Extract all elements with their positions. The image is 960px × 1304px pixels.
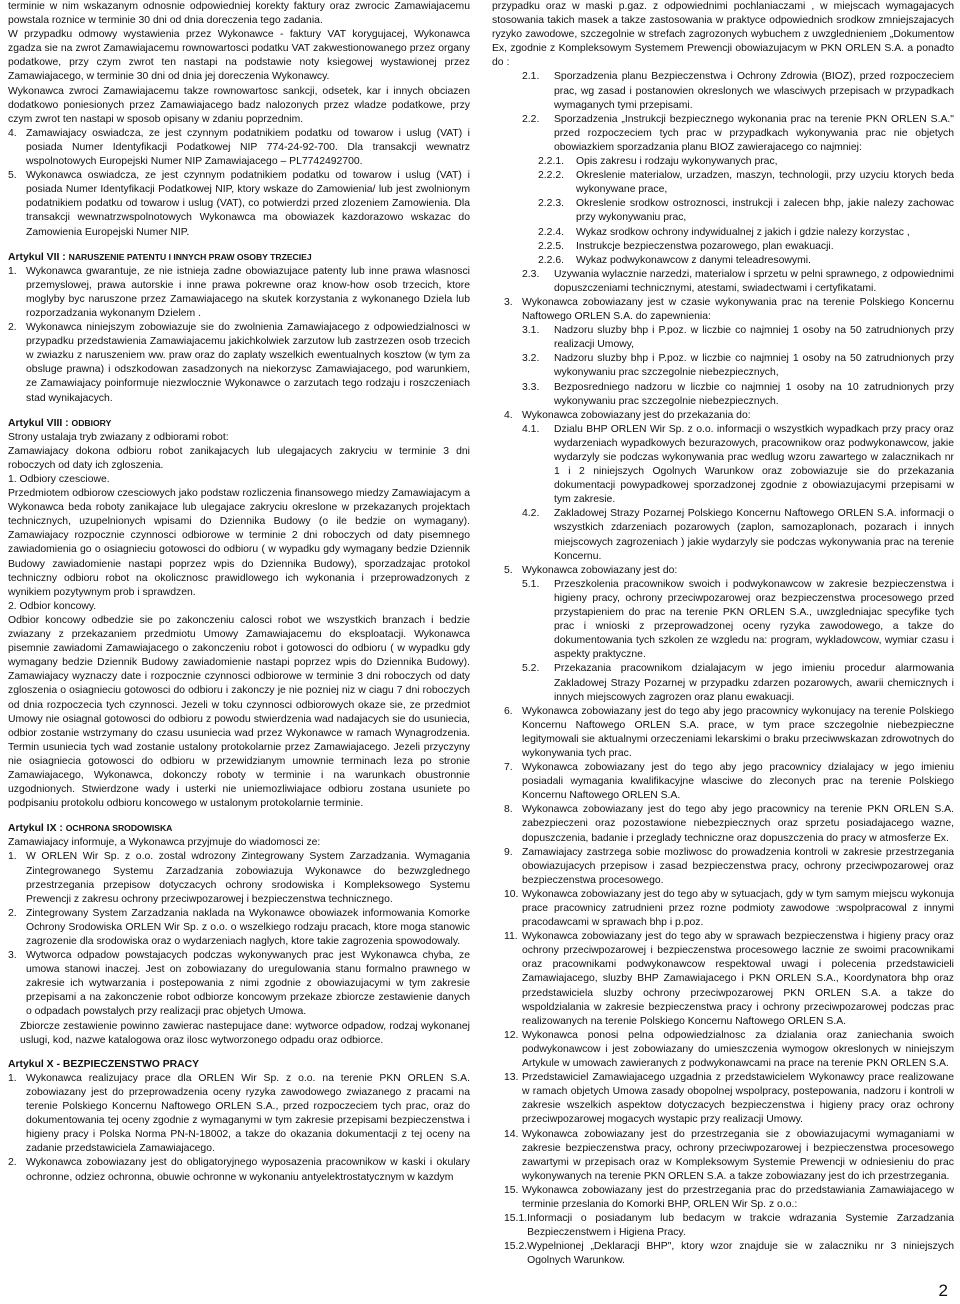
item-text: Nadzoru sluzby bhp i P.poz. w liczbie co najmniej 1 osoby na 50 zatrudnionych przy wykonywaniu prac szczegolnie niebezpiecznych, — [554, 353, 954, 379]
right-column — [492, 0, 954, 1268]
list-item — [8, 949, 470, 1019]
paragraph: Odbior koncowy odbedzie sie po zakonczeniu calosci robot we wszystkich branzach i bedzie zwiazany z przekazaniem przedmiotu Umowy Zamawiajacemu do eksploatacji. Wykonawca pisemnie zawiadomi Zamawiajacego o zakonczeniu robot i gotowosci do odbioru ( w wypadku gdy wymagany bedzie Dziennik Budowy zawiadomienie nastapi poprzez wpis do Dziennika Budowy). Zamawiajacy wyznaczy date i rozpocznie czynnosci odbiorowe w terminie 3 dni roboczych od daty zgloszenia o osiagnieciu gotowosci do odbioru i zakonczy je nie pozniej niz w ciagu 7 dni roboczych od dnia rozpoczecia tych czynnosci. Jezeli w toku czynnosci odbiorowych okaze sie, ze przedmiot Umowy nie osiagnal gotowosci do odbioru z powodu stwierdzenia wad nadajacych sie do usuniecia, odbior zostanie wstrzymany do czasu usuniecia wad przez Wykonawce w ramach Wynagrodzenia. Termin usuniecia tych wad zostanie ustalony protokolarnie przez Zamawiajacego. Jezeli przyczyny nie osiagniecia gotowosci do odbioru w przewidzianym umownie terminach leza po stronie Zamawiajacego, Wykonawca, dokonczy roboty w terminie i na warunkach obustronnie uzgodnionych. Stwierdzone wady i usterki nie uniemozliwiajace odbioru zostana usuniete po podpisaniu protokolu odbioru koncowego w ustalonym protokolarnie terminie. — [8, 614, 470, 810]
sub-list — [492, 1212, 954, 1268]
item-number: 3.1. — [522, 325, 540, 337]
item-text: Wykonawca niniejszym zobowiazuje sie do zwolnienia Zamawiajacego z odpowiedzialnosci w przypadku przedstawienia Zamawiajacemu jakichkolwiek zarzutow lub zastrzezen osob trzecich w zwiazku z naruszeniem ww. praw oraz do zaplaty wszelkich ewentualnych kosztow (w tym za obsluge prawna) i odszkodowan zasadzonych na niekorzysc Zamawiajacego, pod warunkiem, ze Zamawiajacy poinformuje niezwlocznie Wykonawce o zarzutach tego rodzaju i roszczeniach stad wynikajacych. — [26, 322, 470, 404]
item-number: 7. — [504, 762, 513, 774]
main-list — [492, 705, 954, 1212]
item-number: 4.2. — [522, 508, 540, 520]
item-number: 6. — [504, 705, 513, 717]
list-item — [492, 846, 954, 888]
item-text: Okreslenie srodkow ostroznosci, instrukcji i zalecen bhp, jakie nalezy zachowac przy wykonywaniu prac, — [576, 198, 954, 224]
article-list — [8, 850, 470, 1019]
article-prefix: Artykul IX : — [8, 823, 66, 835]
item-number: 2.2.3. — [538, 198, 564, 210]
item-text: Uzywania wylacznie narzedzi, materialow i sprzetu w pelni sprawnego, z odpowiednimi dopuszczeniami technicznymi, atestami, swiadectwami i certyfikatami. — [554, 268, 954, 294]
item-text: Dzialu BHP ORLEN Wir Sp. z o.o. informacji o wszystkich wypadkach przy pracy oraz wydarzeniach wypadkowych bezurazowych, pracownikow oraz podwykonawcow, jakie wydarzyly sie podczas wykonywania prac wedlug wzoru zawartego w zalacznikach nr 1 i 2 niniejszych Ogolnych Warunkow oraz zobowiazuje sie do przekazania dokumentacji powypadkowej sporzadzonej zgodnie z obowiazujacymi przepisami w tym zakresie. — [554, 423, 954, 506]
item-text: Wykonawca zobowiazany jest do przestrzegania sie z obowiazujacymi wymaganiami w zakresie bezpieczenstwa pracy, ochrony przeciwpozarowej i bezpieczenstwa procesowego zawartymi w przepisach oraz w Kompleksowym Systemie Prewencji w odniesieniu do prac wykonywanych na terenie PKN ORLEN S.A. a takze zobowiazany jest do ich przestrzegania. — [522, 1128, 954, 1182]
item-text: Wykonawca zobowiazany jest do tego aby w sytuacjach, gdy w tym samym miejscu wykonuja prace pracownicy zatrudnieni przez rozne podmioty zawodowe :wspolpracowal z innymi pracodawcami w sprawach bhp i p.poz. — [522, 888, 954, 929]
item-text: Instrukcje bezpieczenstwa pozarowego, plan ewakuacji. — [576, 240, 834, 252]
sub-list — [492, 578, 954, 705]
item-number: 2.2.6. — [538, 254, 564, 266]
item-number: 11. — [504, 931, 518, 943]
item-number: 1. — [8, 851, 17, 863]
item-text: Wykonawca zobowiazany jest do: — [522, 564, 678, 576]
list-item — [492, 381, 954, 409]
item-text: Wytworca odpadow powstajacych podczas wykonywanych prac jest Wykonawca chyba, ze umowa stanowi inaczej. Jest on zobowiazany do uregulowania stanu formalno prawnego w zakresie ich wytwarzania i postepowania z nimi zgodnie z obowiazujacymi w tym zakresie przepisami a na zakonczenie robot odbiorze koncowym przekaze zbiorcze zestawienie danych o odpadach powstalych przy realizacji prac objetych Umowa. — [26, 950, 470, 1018]
item-number: 4. — [8, 127, 17, 139]
item-text: Przeszkolenia pracownikow swoich i podwykonawcow w zakresie bezpieczenstwa i higieny pracy, ochrony przeciwpozarowej oraz bezpieczenstwa procesowego przed przystapieniem do prac na terenie PKN ORLEN S.A., uwzgledniajac specyfike tych prac i wnioski z przeprowadzonej oceny ryzyka zawodowego, a takze do dokumentowania tych szkolen ze wzgledu na: program, wykladowcow, wymiar czasu i aspekty praktyczne. — [554, 578, 954, 661]
item-number: 4. — [504, 409, 513, 421]
item-text: Wykonawca zobowiazany jest do tego aby jego pracownicy wykonujacy na terenie Polskiego Koncernu Naftowego ORLEN S.A. prace, w tym prace szczegolnie niebezpieczne legitymowali sie aktualnymi orzeczeniami lekarskimi o braku przeciwwskazan zdrowotnych do wykonywania tych prac. — [522, 705, 954, 759]
list-item — [8, 169, 470, 239]
article-prefix: Artykul VII : — [8, 251, 69, 263]
article-heading: Artykul X - BEZPIECZENSTWO PRACY — [8, 1058, 200, 1070]
item-number: 3. — [504, 296, 513, 308]
item-text: Wykonawca ponosi pelna odpowiedzialnosc za dzialania oraz zaniechania swoich podwykonawcow i jest zobowiazany do umieszczenia wymogow okreslonych w niniejszym Artykule w umowach zawieranych z podwykonawcami na prace na terenie PKN ORLEN S.A. — [522, 1029, 954, 1070]
list-item — [492, 1240, 954, 1268]
paragraph: Przedmiotem odbiorow czesciowych jako podstaw rozliczenia finansowego miedzy Zamawiajacym a Wykonawca beda roboty zanikajace lub ulegajace zakryciu okreslone w przekazanych projektach technicznych, uzupelnionych wpisami do Dziennika Budowy (o ile bedzie on wymagany). Zamawiajacy rozpocznie czynnosci odbiorowe w terminie 2 dni roboczych od daty pisemnego zawiadomienia go o osiagnieciu gotowosci do odbioru ( w wypadku gdy wymagany bedzie Dziennik Budowy zawiadomienie nastapi poprzez wpis do Dziennika Budowy), sporzadzajac protokol techniczny odbioru robot na okolicznosc prawidlowego ich wykonania i przeprowadzonych z wynikiem pozytywnym prob i sprawdzen. — [8, 488, 470, 598]
paragraph: przypadku oraz w maski p.gaz. z odpowiednimi pochlaniaczami , w miejscach wymagajacych stosowania takich masek a takze zastosowania w praktyce odpowiednich srodkow zmniejszajacych ryzyko zawodowe, szczegolnie w strefach zagrozonych wybuchem z uwzglednieniem „Dokumentow Ex, zgodnie z Kompleksowym Systemem Prewencji obowiazujacym w PKN ORLEN S.A. a ponadto do : — [492, 1, 954, 69]
item-number: 2.3. — [522, 268, 540, 280]
item-number: 10. — [504, 888, 519, 900]
item-number: 14. — [504, 1128, 519, 1140]
item-text: W ORLEN Wir Sp. z o.o. zostal wdrozony Zintegrowany System Zarzadzania. Wymagania Zintegrowanego Systemu Zarzadzania zobowiazuja Wykonawce do bezwzglednego przestrzegania przepisow dotyczacych ochrony srodowiska i Kompleksowego Systemu Prewencji z zakresu ochrony przeciwpozarowej i bezpieczenstwa technicznego. — [26, 851, 470, 905]
page-number: 2 — [938, 1280, 948, 1300]
item-number: 15. — [504, 1184, 519, 1196]
paragraph: W przypadku odmowy wystawienia przez Wykonawce - faktury VAT korygujacej, Wykonawca zgadza sie na zwrot Zamawiajacemu rownowartosci podatku VAT zakwestionowanego przez organy podatkowe, przy czym zwrot ten nastapi na podstawie noty ksiegowej wystawionej przez Zamawiajacego, w terminie 30 dni od dnia jej doreczenia Wykonawcy. — [8, 29, 470, 83]
list-item — [492, 254, 954, 268]
list-item — [8, 1156, 470, 1184]
item-text: Sporzadzenia planu Bezpieczenstwa i Ochrony Zdrowia (BIOZ), przed rozpoczeciem prac, wg zasad i postanowien okreslonych we wlasciwych przepisach w przypadkach wymaganych tymi przepisami. — [554, 71, 954, 111]
item-text: Zamawiajacy zastrzega sobie mozliwosc do prowadzenia kontroli w zakresie przestrzegania obowiazujacych przepisow i zasad bezpieczenstwa pracy, ochrony przeciwpozarowej oraz bezpieczenstwa procesowego. — [522, 846, 954, 886]
list-item — [492, 197, 954, 225]
list-item — [492, 761, 954, 803]
item-number: 2. — [8, 1157, 17, 1169]
subsection-heading: 2. Odbior koncowy. — [8, 600, 97, 612]
item-number: 8. — [504, 804, 513, 816]
list-item — [492, 1128, 954, 1184]
list-item — [492, 705, 954, 761]
list-item — [492, 352, 954, 380]
list-item — [492, 226, 954, 240]
article-title: ODBIORY — [71, 417, 112, 428]
item-number: 2.2.5. — [538, 240, 564, 252]
item-text: Wykonawca zobowiazany jest do tego aby w sprawach bezpieczenstwa i higieny pracy oraz ochrony przeciwpozarowej i bezpieczenstwa procesowego lacznie ze swoimi pracownikami oraz pracownikami podwykonawcow respektowal uwagi i polecenia przedstawicieli Zamawiajacego, sluzby BHP Zamawiajacego i PKN ORLEN S.A., Koordynatora bhp oraz przedstawiciela sluzby ochrony przeciwpozarowej PKN ORLEN S.A. a takze do wspoldzialania w zakresie bezpieczenstwa pracy i ochrony przeciwpozarowej podczas prac realizowanych na terenie Polskiego Koncernu Naftowego ORLEN S.A. — [522, 931, 954, 1027]
list-item — [8, 850, 470, 906]
list-item — [492, 70, 954, 112]
item-number: 5. — [8, 170, 17, 182]
paragraph: Zamawiajacy informuje, a Wykonawca przyjmuje do wiadomosci ze: — [8, 837, 321, 849]
item-number: 5.2. — [522, 663, 540, 675]
list-item — [492, 155, 954, 169]
item-number: 2.2.4. — [538, 226, 564, 238]
item-text: Wykonawca zobowiazany jest do obligatoryjnego wyposazenia pracownikow w kaski i okulary ochronne, odziez ochronna, obuwie ochronne w wykonaniu antyelektrostatycznym w kazdym — [26, 1157, 470, 1183]
item-text: Wykonawca gwarantuje, ze nie istnieja zadne obowiazujace patenty lub inne prawa wlasnosci przemyslowej, prawa autorskie i inne prawa pokrewne oraz know-how osob trzecich, ktore moglyby byc naruszone przez Zamawiajacego na skutek korzystania z wykonanego Dziela lub rozporzadzania wykonanym Dzielem . — [26, 265, 470, 319]
list-item — [8, 321, 470, 406]
list-item — [492, 1184, 954, 1212]
article-heading — [8, 250, 470, 265]
item-number: 12. — [504, 1029, 519, 1041]
paragraph: Wykonawca zwroci Zamawiajacemu takze rownowartosc sankcji, odsetek, kar i innych obciazen dodatkowo poniesionych przez Zamawiajacego badz nalozonych przez wladze podatkowe, przy czym zwrot ten nastapi w sposob opisany w zdaniu poprzednim. — [8, 85, 470, 125]
subsection-heading: 1. Odbiory czesciowe. — [8, 474, 110, 485]
article-list — [8, 265, 470, 406]
item-number: 2.2.1. — [538, 156, 564, 168]
item-number: 2. — [8, 907, 17, 919]
item-number: 2.1. — [522, 71, 540, 83]
list-item — [8, 265, 470, 321]
item-text: Zintegrowany System Zarzadzania naklada na Wykonawce obowiazek informowania Komorke Ochrony Srodowiska ORLEN Wir Sp. z o.o. o wszelkiego rodzaju pracach, ktore moga stanowic zagrozenie dla srodowiska oraz o wydarzeniach naglych, ktore takie zagrozenia spowodowaly. — [26, 907, 470, 947]
item-text: Informacji o posiadanym lub bedacym w trakcie wdrazania Systemie Zarzadzania Bezpieczenstwem i Higiena Pracy. — [527, 1213, 954, 1239]
list-item — [492, 803, 954, 845]
item-text: Opis zakresu i rodzaju wykonywanych prac, — [576, 156, 778, 168]
item-text: Wykaz podwykonawcow z danymi teleadresowymi. — [576, 254, 811, 266]
item-number: 9. — [504, 846, 513, 858]
sub-list — [492, 423, 954, 564]
item-text: Przedstawiciel Zamawiajacego uzgadnia z przedstawicielem Wykonawcy prace realizowane w ramach objetych Umowa zasady obopolnej wspolpracy, postepowania, nadzoru i kontroli w zakresie wszelkich aspektow dotyczacych bezpieczenstwa i higieny pracy oraz ochrony przeciwpozarowej mogacych wystapic przy realizacji Umowy. — [522, 1072, 954, 1126]
list-item — [492, 507, 954, 563]
list-item — [492, 296, 954, 324]
item-text: Wykonawca zobowiazany jest w czasie wykonywania prac na terenie Polskiego Koncernu Naftowego ORLEN S.A. do zapewnienia: — [522, 296, 954, 323]
list-item — [492, 578, 954, 663]
list-item — [492, 1029, 954, 1071]
sub-sub-list — [492, 155, 954, 268]
list-item — [8, 1072, 470, 1157]
list-item — [492, 113, 954, 155]
list-item — [492, 240, 954, 254]
item-number: 5. — [504, 564, 513, 576]
article-prefix: Artykul VIII : — [8, 417, 72, 429]
paragraph: terminie w nim wskazanym odnosnie odpowiedniej korekty faktury oraz zwrocic Zamawiajacemu powstala roznice w terminie 30 dni od dnia doreczenia tego zadania. — [8, 1, 470, 27]
list-item — [492, 268, 954, 296]
item-number: 15.2. — [504, 1241, 528, 1253]
paragraph: Zbiorcze zestawienie powinno zawierac nastepujace dane: wytworce odpadow, rodzaj wykonanej uslugi, kod, nazwe katalogowa oraz ilosc wytworzonego odpadu oraz odbiorce. — [20, 1020, 470, 1046]
item-text: Wykonawca realizujacy prace dla ORLEN Wir Sp. z o.o. na terenie PKN ORLEN S.A. zobowiazany jest do przeprowadzenia oceny ryzyka zawodowego zwiazanego z pracami na terenie Polskiego Koncernu Naftowego ORLEN S.A., przed rozpoczeciem tych prac, oraz do dokumentowania tej oceny zgodnie z wymaganymi w tym zakresie przepisami bezpieczenstwa i higieny pracy i Polska Norma PN-N-18002, a takze do okazania dokumentacji z tej oceny na zadanie przedstawiciela Zamawiajacego. — [26, 1072, 470, 1155]
item-text: Zamawiajacy oswiadcza, ze jest czynnym podatnikiem podatku od towarow i uslug (VAT) i posiada Numer Identyfikacji Podatkowej NIP 774-24-92-700. Dla transakcji wewnatrz wspolnotowych Europejski Numer NIP Zamawiajacego – PL7742492700. — [26, 127, 470, 168]
item-text: Wypelnionej „Deklaracji BHP", ktory wzor znajduje sie w zalaczniku nr 3 niniejszych Ogolnych Warunkow. — [527, 1241, 954, 1267]
list-item — [492, 169, 954, 197]
item-number: 4.1. — [522, 423, 540, 435]
article-title: OCHRONA SRODOWISKA — [65, 823, 173, 834]
article-heading — [8, 821, 470, 836]
item-number: 1. — [8, 265, 17, 277]
list-item — [492, 324, 954, 352]
article-heading — [8, 416, 470, 431]
paragraph: Zamawiajacy dokona odbioru robot zanikajacych lub ulegajacych zakryciu w terminie 3 dni roboczych od daty ich zgloszenia. — [8, 445, 470, 471]
list-item — [492, 888, 954, 930]
item-number: 3.2. — [522, 353, 540, 365]
item-text: Wykonawca zobowiazany jest do tego aby jego pracownicy dzialajacy w jego imieniu posiadali wymagania kwalifikacyjne wlasciwe do zleconych prac na terenie Polskiego Koncernu Naftowego ORLEN S.A. — [522, 762, 954, 802]
item-text: Wykonawca zobowiazany jest do przekazania do: — [522, 409, 751, 421]
item-text: Zakladowej Strazy Pozarnej Polskiego Koncernu Naftowego ORLEN S.A. informacji o wszystkich zdarzeniach pozarowych (zaplon, samozaplonach, pozarach i innych miejscowych zagrozeniach ) jakie wydarzyly sie podczas wykonywania prac na terenie Koncernu. — [554, 508, 954, 562]
article-list — [8, 1072, 470, 1185]
item-number: 3. — [8, 950, 17, 962]
item-number: 2. — [8, 322, 17, 334]
list-item — [492, 564, 954, 578]
item-number: 2.2. — [522, 113, 540, 125]
list-item — [8, 907, 470, 949]
item-text: Wykaz srodkow ochrony indywidualnej z jakich i gdzie nalezy korzystac , — [576, 226, 910, 238]
list-item — [492, 1212, 954, 1240]
sub-list — [492, 70, 954, 155]
list-item — [492, 930, 954, 1029]
item-text: Przekazania pracownikom dzialajacym w jego imieniu procedur alarmowania Zakladowej Strazy Pozarnej w przypadku zdarzen pozarowych, awarii chemicznych i innych miejscowych zagrozen oraz planu ewakuacji. — [554, 663, 954, 703]
item-number: 13. — [504, 1072, 519, 1084]
item-number: 1. — [8, 1072, 17, 1084]
paragraph: Strony ustalaja tryb zwiazany z odbiorami robot: — [8, 431, 229, 443]
list-item — [492, 423, 954, 508]
item-number: 3.3. — [522, 381, 540, 393]
item-text: Bezposredniego nadzoru w liczbie co najmniej 1 osoby na 10 zatrudnionych przy wykonywaniu prac szczegolnie niebezpiecznych. — [554, 381, 954, 407]
list-item — [492, 409, 954, 423]
list-item — [492, 662, 954, 704]
item-text: Wykonawca zobowiazany jest do przestrzegania prac do przedstawiania Zamawiajacego w terminie przeslania do Komorki BHP, ORLEN Wir Sp. z o.o.: — [522, 1184, 954, 1210]
item-number: 2.2.2. — [538, 170, 564, 182]
item-text: Sporzadzenia „Instrukcji bezpiecznego wykonania prac na terenie PKN ORLEN S.A." przed rozpoczeciem tych prac w przypadkach wykonywania prac nie objetych obowiazkiem sporzadzania planu BIOZ zawierajacego co najmniej: — [554, 113, 954, 153]
item-number: 15.1. — [504, 1213, 528, 1225]
left-column — [8, 0, 470, 1185]
item-text: Okreslenie materialow, urzadzen, maszyn, technologii, przy uzyciu ktorych beda wykonywane prace, — [576, 170, 954, 196]
item-number: 5.1. — [522, 578, 540, 590]
item-text: Wykonawca oswiadcza, ze jest czynnym podatnikiem podatku od towarow i uslug (VAT) i posiada Numer Identyfikacji Podatkowej NIP, ktory wskaze do Zamowienia/ lub jest zwolnionym podatnikiem podatku od towarow i uslug (VAT), co potwierdzi przed zlozeniem Zamowienia. Dla transakcji wewnatrzwspolnotowych Wykonawca ma obowiazek kazdorazowo wskazac do Zamowienia Europejski Numer NIP. — [26, 170, 470, 238]
article-title: NARUSZENIE PATENTU I INNYCH PRAW OSOBY TRZECIEJ — [68, 251, 312, 262]
list-item — [492, 1071, 954, 1127]
sub-list — [492, 324, 954, 409]
item-text: Wykonawca zobowiazany jest do tego aby jego pracownicy na terenie PKN ORLEN S.A. zabezpieczeni oraz pozostawione niebezpiecznych oraz sprzetu posiadajacego wazne, dopuszczenia, badanie i przeglady techniczne oraz dopuszczenia do pracy w atmosferze Ex. — [522, 804, 954, 844]
list-item — [8, 127, 470, 169]
item-text: Nadzoru sluzby bhp i P.poz. w liczbie co najmniej 1 osoby na 50 zatrudnionych przy realizacji Umowy, — [554, 325, 954, 351]
